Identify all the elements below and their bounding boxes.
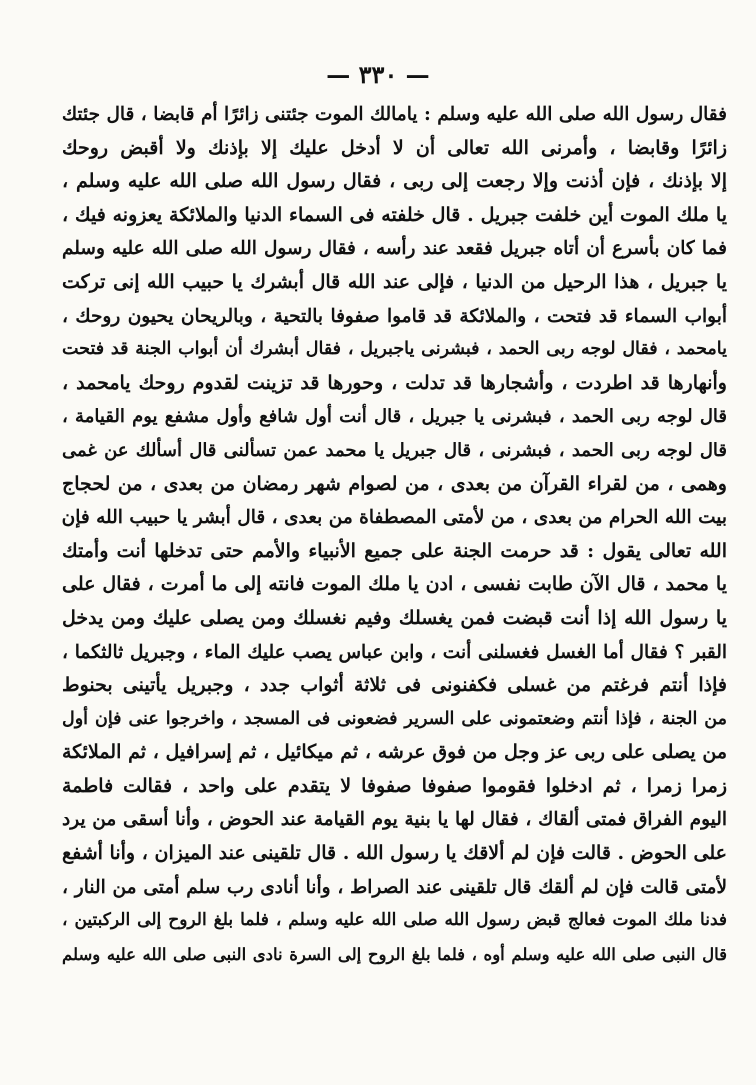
text-line: يامحمد ، فقال لوجه ربى الحمد ، فبشرنى ياجبريل ، فقال أبشرك أن أبواب الجنة قد فتحت <box>62 339 727 360</box>
text-line: يا رسول الله إذا أنت قبضت فمن يغسلك وفيم نغسلك ومن يصلى عليك ومن يدخل <box>62 606 727 629</box>
text-line: اليوم الفراق فمتى ألقاك ، فقال لها يا بنية يوم القيامة عند الحوض ، وأنا أسقى من يرد <box>62 809 727 831</box>
text-line: إلا بإذنك ، فإن أذنت وإلا رجعت إلى ربى ، فقال رسول الله صلى الله عليه وسلم ، <box>62 170 727 193</box>
body-text <box>62 98 727 971</box>
text-line: زمرا زمرا ، ثم ادخلوا فقوموا صفوفا صفوفا لا يتقدم على واحد ، فقالت فاطمة <box>62 774 727 797</box>
text-line: وهمى ، من لقراء القرآن من بعدى ، من لصوام شهر رمضان من بعدى ، من لحجاج <box>62 472 727 495</box>
text-line: على الحوض . قالت فإن لم ألاقك يا رسول الله . قال تلقينى عند الميزان ، وأنا أشفع <box>62 842 727 865</box>
text-line: الله تعالى يقول : قد حرمت الجنة على جميع الأنبياء والأمم حتى تدخلها أنت وأمتك <box>62 539 727 562</box>
text-line: فإذا أنتم فرغتم من غسلى فكفنونى فى ثلاثة أثواب جدد ، وجبريل يأتينى بحنوط <box>62 674 727 697</box>
text-line: فما كان بأسرع أن أتاه جبريل فقعد عند رأسه ، فقال رسول الله صلى الله عليه وسلم <box>62 238 727 260</box>
text-line: أبواب السماء قد فتحت ، والملائكة قد قاموا صفوفا بالتحية ، وبالريحان يحيون روحك ، <box>62 305 727 327</box>
text-line: وأنهارها قد اطردت ، وأشجارها قد تدلت ، وحورها قد تزينت لقدوم روحك يامحمد ، <box>62 371 727 394</box>
text-line: من يصلى على ربى عز وجل من فوق عرشه ، ثم ميكائيل ، ثم إسرافيل ، ثم الملائكة <box>62 741 727 764</box>
text-line: زائرًا وقابضا ، وأمرنى الله تعالى أن لا أدخل عليك إلا بإذنك ولا أقبض روحك <box>62 136 727 159</box>
text-line: فدنا ملك الموت فعالج قبض رسول الله صلى الله عليه وسلم ، فلما بلغ الروح إلى الركبتين ، <box>62 910 727 931</box>
text-line: من الجنة ، فإذا أنتم وضعتمونى على السرير فضعونى فى المسجد ، واخرجوا عنى فإن أول <box>62 708 727 729</box>
page-number: — ٣٣٠ — <box>326 60 430 89</box>
text-line: يا ملك الموت أين خلفت جبريل . قال خلفته فى السماء الدنيا والملائكة يعزونه فيك ، <box>62 203 727 226</box>
text-line: فقال رسول الله صلى الله عليه وسلم : يامالك الموت جئتنى زائرًا أم قابضا ، قال جئتك <box>62 104 727 125</box>
text-line: لأمتى قالت فإن لم ألقك قال تلقينى عند الصراط ، وأنا أنادى رب سلم أمتى من النار ، <box>62 876 727 898</box>
text-line: يا جبريل ، هذا الرحيل من الدنيا ، فإلى عند الله قال أبشرك يا حبيب الله إنى تركت <box>62 270 727 293</box>
text-line: القبر ؟ فقال أما الغسل فغسلنى أنت ، وابن عباس يصب عليك الماء ، وجبريل ثالثكما ، <box>62 641 727 663</box>
text-line: قال لوجه ربى الحمد ، فبشرنى ، قال جبريل يا محمد عمن تسألنى قال أسألك عن غمى <box>62 439 727 461</box>
text-line: قال لوجه ربى الحمد ، فبشرنى يا جبريل ، قال أنت أول شافع وأول مشفع يوم القيامة ، <box>62 406 727 428</box>
text-line: يا محمد ، قال الآن طابت نفسى ، ادن يا ملك الموت فانته إلى ما أمرت ، فقال على <box>62 573 727 596</box>
text-line: بيت الله الحرام من بعدى ، من لأمتى المصطفاة من بعدى ، قال أبشر يا حبيب الله فإن <box>62 507 727 529</box>
text-line: قال النبى صلى الله عليه وسلم أوه ، فلما بلغ الروح إلى السرة نادى النبى صلى الله عليه وسلم <box>62 944 727 964</box>
